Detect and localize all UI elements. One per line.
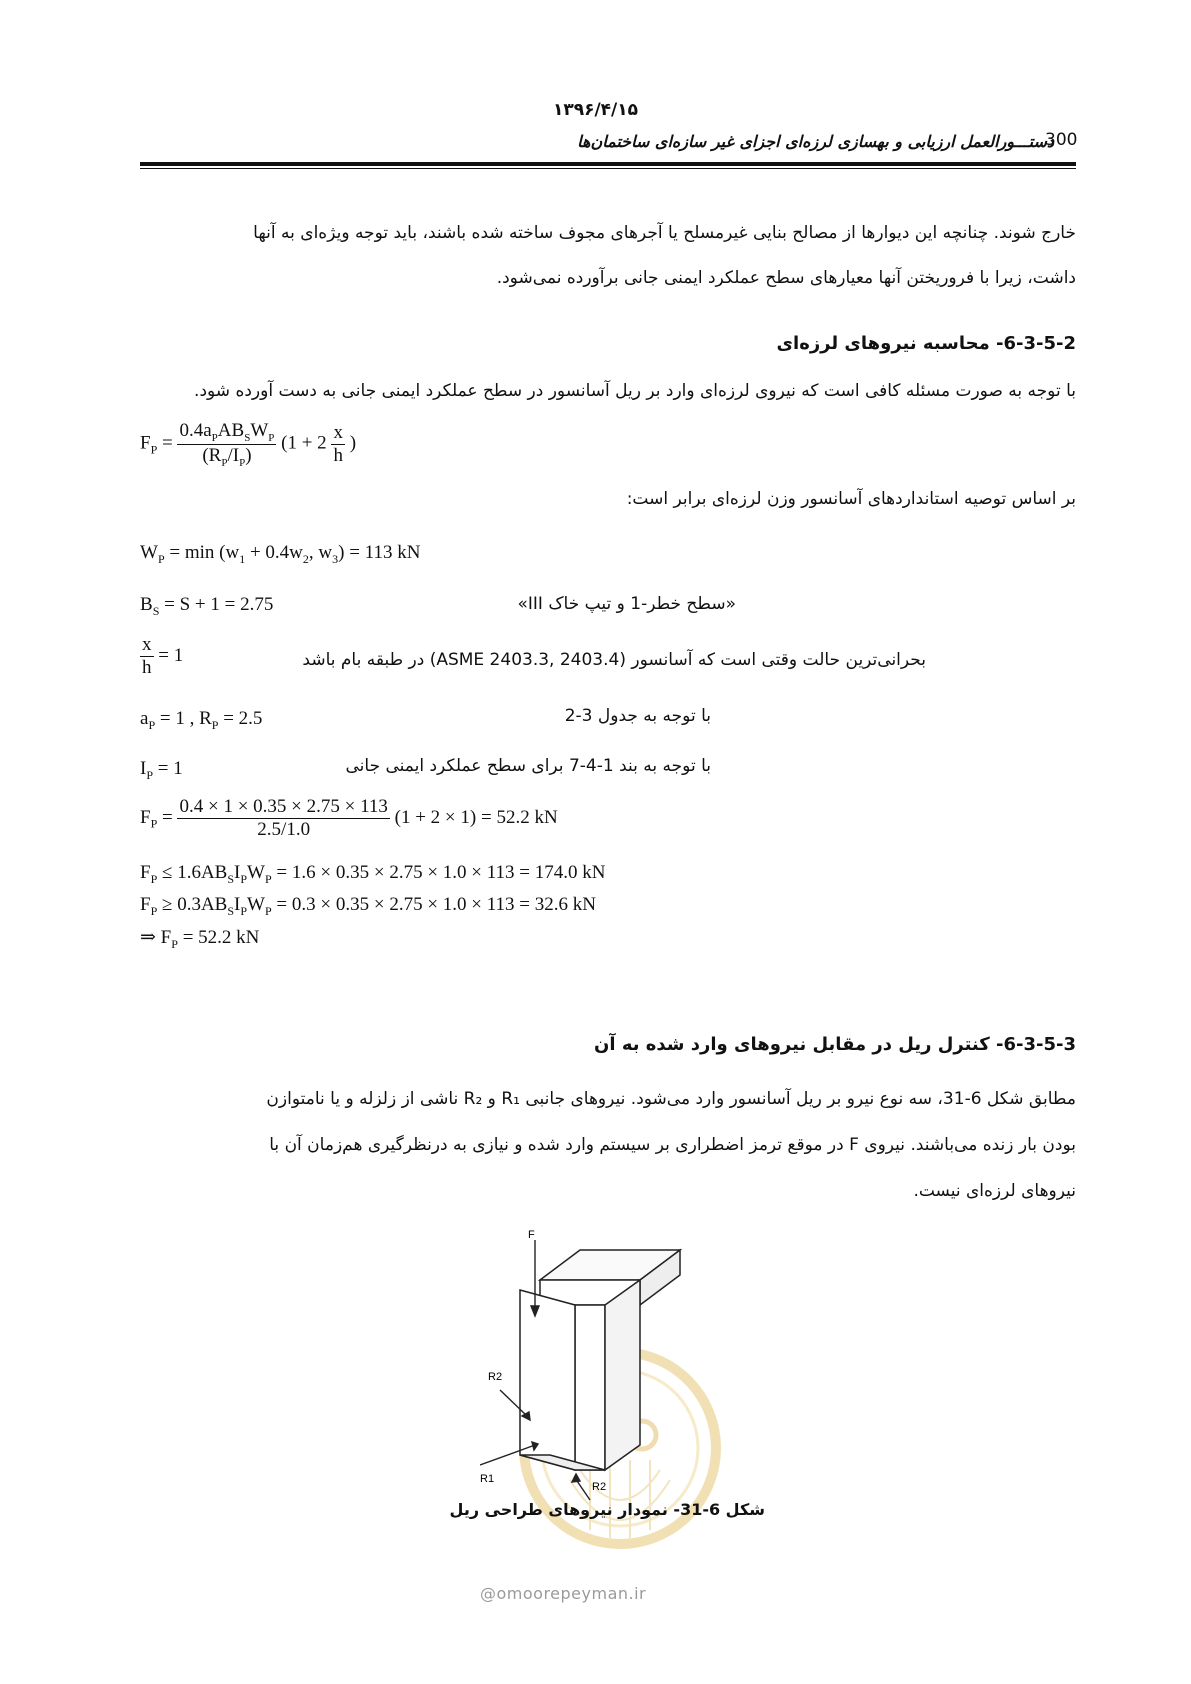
xh-equation: $\frac{x}{h}$ = 1 <box>142 634 184 678</box>
section-heading-seismic-forces: 6-3-5-2- محاسبه نیروهای لرزه‌ای <box>776 333 1076 354</box>
x-over-h-fraction: $\frac{x}{h}$ <box>333 421 343 466</box>
header-title: دستـــورالعمل ارزیابی و بهسازی لرزه‌ای اجزای غیر سازه‌ای ساختمان‌ها <box>577 132 1054 151</box>
ip-equation: $I_P = 1$ <box>140 758 183 782</box>
fp-sub: P <box>150 442 158 457</box>
ip-note: با توجه به بند 1-4-7 برای سطح عملکرد ایمنی جانی <box>345 756 711 776</box>
page-number: 300 <box>1045 130 1078 150</box>
label-r2-top: R2 <box>488 1371 503 1383</box>
xh-note: بحرانی‌ترین حالت وقتی است که آسانسور (ASME 2403.3, 2403.4) در طبقه بام باشد <box>302 650 926 670</box>
ap-rp-equation: $a_P = 1$ , $R_P = 2.5$ <box>140 708 263 732</box>
fp-fraction: $\frac{0.4a_PAB_SW_P}{(R_P/I_P)}$ <box>179 420 275 469</box>
label-r1: R1 <box>480 1473 495 1485</box>
section2-line-3: نیروهای لرزه‌ای نیست. <box>913 1181 1076 1201</box>
fp-max-check: $F_P \le 1.6AB_SI_PW_P = 1.6 \times 0.35 \times 2.75 \times 1.0 \times 113 = 174.0$ kN <box>140 862 606 886</box>
intro-line-2: داشت، زیرا با فروریختن آنها معیارهای سطح عملکرد ایمنی جانی برآورده نمی‌شود. <box>496 268 1076 288</box>
intro-line-1: خارج شوند. چنانچه این دیوارها از مصالح بنایی غیرمسلح یا آجرهای مجوف ساخته شده باشند، باید توجه ویژه‌ای به آنها <box>253 223 1076 243</box>
bs-equation: $B_S = S + 1 = 2.75$ <box>140 594 274 618</box>
section-heading-rail-control: 6-3-5-3- کنترل ریل در مقابل نیروهای وارد شده به آن <box>594 1034 1076 1055</box>
ap-note: با توجه به جدول 3-2 <box>564 706 711 726</box>
section2-line-1: مطابق شکل 6-31، سه نوع نیرو بر ریل آسانسور وارد می‌شود. نیروهای جانبی R₁ و R₂ ناشی از زلزله و یا نامتوازن <box>266 1089 1076 1109</box>
label-r2-bottom: R2 <box>592 1481 607 1493</box>
header-rule-thin <box>140 168 1076 169</box>
section1-paragraph-2: بر اساس توصیه استانداردهای آسانسور وزن لرزه‌ای برابر است: <box>626 489 1076 509</box>
figure-caption: شکل 6-31- نمودار نیروهای طراحی ریل <box>449 1500 765 1519</box>
wp-equation: $W_P = \min (w_1 + 0.4w_2$, $w_3) = 113$ kN <box>140 542 421 566</box>
section2-line-2: بودن بار زنده می‌باشند. نیروی F در موقع ترمز اضطراری بر سیستم وارد شده و نیازی به درنظرگیری هم‌زمان آن با <box>269 1135 1076 1155</box>
rail-force-figure <box>480 1230 740 1590</box>
rail-diagram <box>480 1230 740 1590</box>
watermark-site: @omoorepeyman.ir <box>480 1584 647 1603</box>
section1-paragraph: با توجه به صورت مسئله کافی است که نیروی لرزه‌ای وارد بر ریل آسانسور در سطح عملکرد ایمنی جانی به دست آورده شود. <box>194 381 1076 401</box>
fp-min-check: $F_P \ge 0.3AB_SI_PW_P = 0.3 \times 0.35 \times 2.75 \times 1.0 \times 113 = 32.6$ kN <box>140 894 596 918</box>
header-rule-thick <box>140 162 1076 166</box>
fp-symbol: F <box>140 432 151 454</box>
label-f: F <box>528 1230 535 1241</box>
fp-calculation: $F_P$ = $\frac{0.4 \times 1 \times 0.35 \times 2.75 \times 113}{2.5/1.0}$ (1 + 2 × 1) = 52.2 kN <box>140 796 558 840</box>
fp-formula: $F_P$ = $\frac{0.4a_PAB_SW_P}{(R_P/I_P)}$ (1 + 2 $\frac{x}{h}$ ) <box>140 420 357 469</box>
header-date: ۱۳۹۶/۴/۱۵ <box>552 100 639 120</box>
bs-note: «سطح خطر-1 و تیپ خاک III» <box>517 594 736 614</box>
fp-result: ⇒ $F_P = 52.2$ kN <box>140 927 260 951</box>
